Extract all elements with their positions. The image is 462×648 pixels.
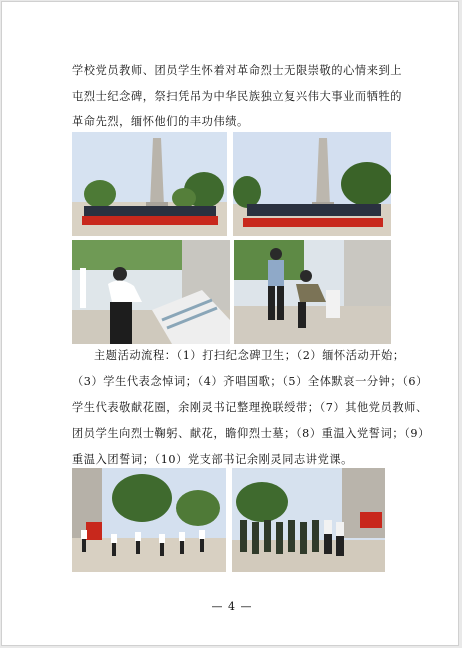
intro-line-3: 革命先烈，缅怀他们的丰功伟绩。 — [72, 115, 249, 128]
photo-placing-wreaths — [72, 240, 230, 344]
document-page — [1, 1, 459, 646]
photo-students-bowing — [232, 468, 385, 572]
intro-line-2: 屯烈士纪念碑，祭扫凭吊为中华民族独立复兴伟大事业而牺牲的 — [72, 89, 403, 103]
flow-line-2: （3）学生代表念悼词；（4）齐唱国歌；（5）全体默哀一分钟；（6） — [72, 375, 428, 388]
flow-line-4: 团员学生向烈士鞠躬、献花，瞻仰烈士墓；（8）重温入党誓词；（9） — [72, 427, 430, 440]
photo-ceremony-lineup — [72, 468, 226, 572]
photo-arranging-ribbons — [234, 240, 391, 344]
flow-line-1: 主题活动流程：（1）打扫纪念碑卫生；（2）缅怀活动开始； — [94, 349, 405, 362]
flow-line-5: 重温入团誓词；（10）党支部书记余刚灵同志讲党课。 — [72, 453, 353, 466]
activity-flow-paragraph — [72, 343, 430, 473]
intro-line-1: 学校党员教师、团员学生怀着对革命烈士无限崇敬的心情来到上 — [72, 64, 403, 77]
photo-monument-group-right — [233, 132, 391, 236]
flow-line-3: 学生代表敬献花圈，余刚灵书记整理挽联绶带；（7）其他党员教师、 — [72, 401, 428, 414]
photo-monument-group-left — [72, 132, 227, 236]
page-number: — 4 — — [211, 600, 253, 613]
intro-paragraph — [72, 58, 403, 135]
